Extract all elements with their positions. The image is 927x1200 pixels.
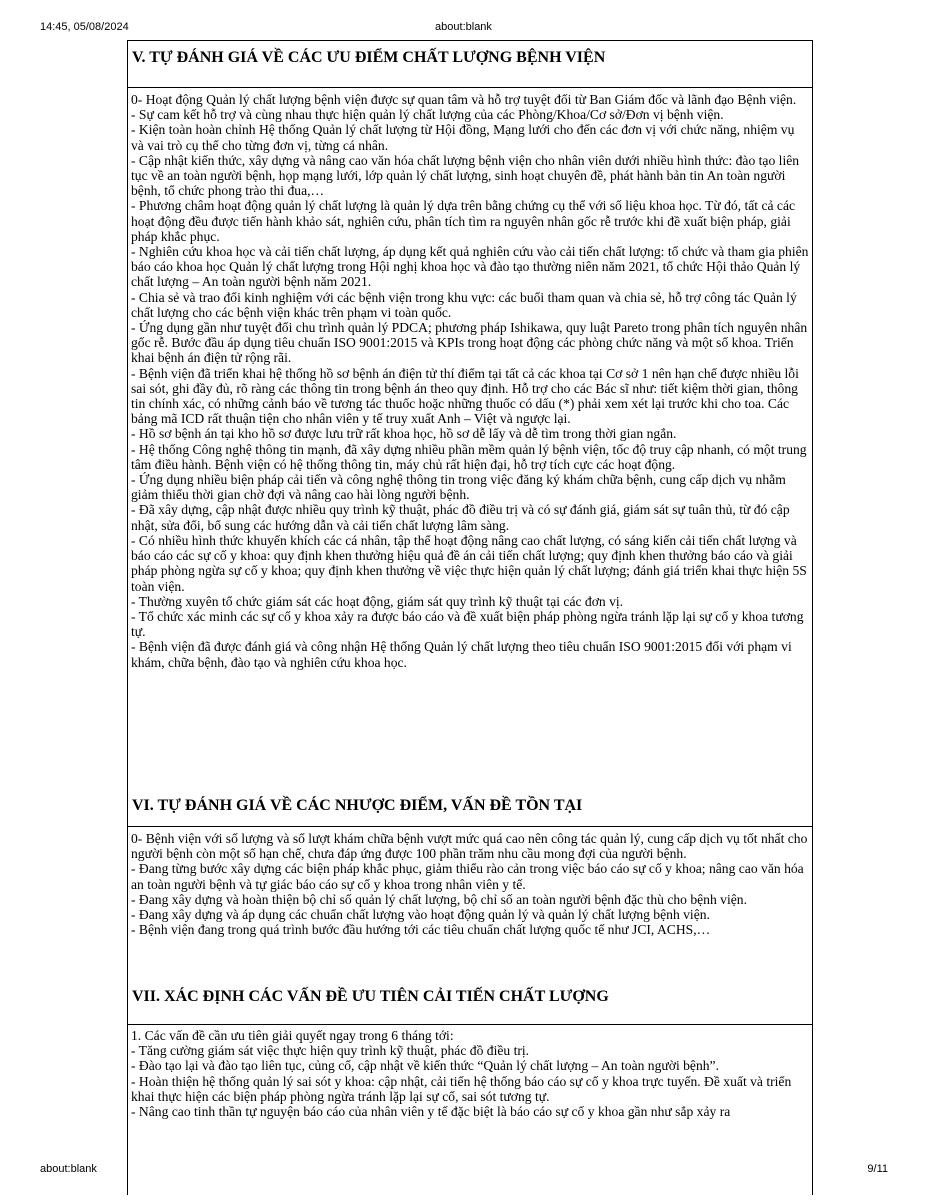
paragraph: - Bệnh viện đã triển khai hệ thống hồ sơ bệnh án điện tử thí điểm tại tất cả các khoa tại Cơ sở 1 nên hạn chế được nhiều lỗi sai sót, ghi đầy đủ, rõ ràng các thông tin trong bệnh án theo quy định. Hỗ trợ cho các Bác sĩ như: tiết kiệm thời gian, thông tin chính xác, có những cảnh báo về tương tác thuốc hoặc những thuốc có dấu (*) phải xem xét lại trước khi cho toa. Các bảng mã ICD rất thuận tiện cho nhân viên y tế truy xuất Anh – Việt và ngược lại. xyxy=(131,365,799,427)
section-content-vi xyxy=(128,827,812,980)
paragraph: - Đã xây dựng, cập nhật được nhiều quy trình kỹ thuật, phác đồ điều trị và có sự đánh giá, giám sát sự tuân thủ, từ đó cập nhật, sửa đổi, bổ sung các hướng dẫn và cải tiến chất lượng lâm sàng. xyxy=(131,502,790,533)
paragraph: - Hồ sơ bệnh án tại kho hồ sơ được lưu trữ rất khoa học, hồ sơ dễ lấy và dễ tìm trong thời gian ngắn. xyxy=(131,426,677,442)
paragraph: - Sự cam kết hỗ trợ và cùng nhau thực hiện quản lý chất lượng của các Phòng/Khoa/Cơ sở/Đơn vị bệnh viện. xyxy=(131,107,724,123)
section-heading-vii: VII. XÁC ĐỊNH CÁC VẤN ĐỀ ƯU TIÊN CẢI TIẾN CHẤT LƯỢNG xyxy=(128,980,812,1025)
paragraph: - Tăng cường giám sát việc thực hiện quy trình kỹ thuật, phác đồ điều trị. xyxy=(131,1043,530,1059)
paragraph: - Kiện toàn hoàn chỉnh Hệ thống Quản lý chất lượng từ Hội đồng, Mạng lưới cho đến các đơn vị với chức năng, nhiệm vụ và vai trò cụ thể cho từng đơn vị, từng cá nhân. xyxy=(131,122,795,153)
paragraph: - Phương châm hoạt động quản lý chất lượng là quản lý dựa trên bằng chứng cụ thể với số liệu khoa học. Từ đó, tất cả các hoạt động đều được tiến hành khảo sát, nghiên cứu, phân tích tìm ra nguyên nhân gốc rễ trước khi đề xuất biện pháp, giải pháp khắc phục. xyxy=(131,198,796,244)
print-datetime: 14:45, 05/08/2024 xyxy=(40,21,129,33)
document-table xyxy=(127,40,813,1195)
paragraph: - Chia sẻ và trao đổi kinh nghiệm với các bệnh viện trong khu vực: các buổi tham quan và chia sẻ, hỗ trợ công tác Quản lý chất lượng cho các bệnh viện khác trên phạm vi toàn quốc. xyxy=(131,289,797,320)
section-content-v xyxy=(128,88,812,789)
section-heading-v: V. TỰ ĐÁNH GIÁ VỀ CÁC ƯU ĐIỂM CHẤT LƯỢNG BỆNH VIỆN xyxy=(128,40,812,88)
paragraph: - Có nhiều hình thức khuyến khích các cá nhân, tập thể hoạt động nâng cao chất lượng, có sáng kiến cải tiến chất lượng và báo cáo các sự cố y khoa: quy định khen thưởng hiệu quả đề án cải tiến chất lượng; quy định khen thưởng báo cáo và giải pháp phòng ngừa sự cố y khoa; quy định khen thưởng về việc thực hiện quản lý chất lượng; đánh giá triển khai thực hiện 5S toàn viện. xyxy=(131,532,807,594)
paragraph: - Ứng dụng nhiều biện pháp cải tiến và công nghệ thông tin trong việc đăng ký khám chữa bệnh, cung cấp dịch vụ nhằm giảm thiểu thời gian chờ đợi và nâng cao hài lòng người bệnh. xyxy=(131,472,786,503)
paragraph: - Hoàn thiện hệ thống quản lý sai sót y khoa: cập nhật, cải tiến hệ thống báo cáo sự cố y khoa trực tuyến. Đề xuất và triển khai thực hiện các biện pháp phòng ngừa tránh lặp lại sự cố, sai sót tương tự. xyxy=(131,1073,792,1104)
paragraph: - Nâng cao tinh thần tự nguyện báo cáo của nhân viên y tế đặc biệt là báo cáo sự cố y khoa gần như sắp xảy ra xyxy=(131,1104,731,1120)
paragraph: - Hệ thống Công nghệ thông tin mạnh, đã xây dựng nhiều phần mềm quản lý bệnh viện, tốc độ truy cập nhanh, có một trung tâm điều hành. Bệnh viện có hệ thống thông tin, máy chủ rất hiện đại, hỗ trợ tích cực các hoạt động. xyxy=(131,441,807,472)
paragraph: - Ứng dụng gần như tuyệt đối chu trình quản lý PDCA; phương pháp Ishikawa, quy luật Pareto trong phân tích nguyên nhân gốc rễ. Bước đầu áp dụng tiêu chuẩn ISO 9001:2015 và KPIs trong hoạt động các phòng chức năng và một số khoa. Triển khai bệnh án điện tử rộng rãi. xyxy=(131,320,808,366)
print-header xyxy=(0,21,927,35)
paragraph: - Nghiên cứu khoa học và cải tiến chất lượng, áp dụng kết quả nghiên cứu vào cải tiến chất lượng: tổ chức và tham gia phiên báo cáo khoa học Quản lý chất lượng trong Hội nghị khoa học và đào tạo thường niên năm 2021, tổ chức Hội thảo Quản lý chất lượng – An toàn người bệnh năm 2021. xyxy=(131,244,809,290)
paragraph: - Đang xây dựng và hoàn thiện bộ chỉ số quản lý chất lượng, bộ chỉ số an toàn người bệnh đặc thù cho bệnh viện. xyxy=(131,891,747,907)
print-page-title: about:blank xyxy=(435,21,492,33)
paragraph: - Bệnh viện đang trong quá trình bước đầu hướng tới các tiêu chuẩn chất lượng quốc tế như JCI, ACHS,… xyxy=(131,922,711,938)
print-footer xyxy=(0,1163,927,1177)
paragraph: - Tổ chức xác minh các sự cố y khoa xảy ra được báo cáo và đề xuất biện pháp phòng ngừa tránh lặp lại sự cố y khoa tương tự. xyxy=(131,608,804,640)
paragraph: - Thường xuyên tổ chức giám sát các hoạt động, giám sát quy trình kỹ thuật tại các đơn vị. xyxy=(131,593,624,609)
paragraph: - Đang xây dựng và áp dụng các chuẩn chất lượng vào hoạt động quản lý và quản lý chất lượng bệnh viện. xyxy=(131,907,710,923)
section-heading-vi: VI. TỰ ĐÁNH GIÁ VỀ CÁC NHƯỢC ĐIỂM, VẤN ĐỀ TỒN TẠI xyxy=(128,789,812,827)
paragraph: 1. Các vấn đề cần ưu tiên giải quyết ngay trong 6 tháng tới: xyxy=(131,1028,454,1043)
paragraph: 0- Hoạt động Quản lý chất lượng bệnh viện được sự quan tâm và hỗ trợ tuyệt đối từ Ban Giám đốc và lãnh đạo Bệnh viện. xyxy=(131,92,797,107)
paragraph: - Đang từng bước xây dựng các biện pháp khắc phục, giảm thiểu rào cản trong việc báo cáo sự cố y khoa; nâng cao văn hóa an toàn người bệnh và tự giác báo cáo sự cố y khoa trong nhân viên y tế. xyxy=(131,861,804,892)
paragraph: 0- Bệnh viện với số lượng và số lượt khám chữa bệnh vượt mức quá cao nên công tác quản lý, cung cấp dịch vụ tốt nhất cho người bệnh còn một số hạn chế, chưa đáp ứng được 100 phần trăm nhu cầu mong đợi của người bệnh. xyxy=(131,831,808,862)
print-url: about:blank xyxy=(40,1163,97,1175)
paragraph: - Bệnh viện đã được đánh giá và công nhận Hệ thống Quản lý chất lượng theo tiêu chuẩn ISO 9001:2015 đối với phạm vi khám, chữa bệnh, đào tạo và nghiên cứu khoa học. xyxy=(131,639,792,670)
paragraph: - Đào tạo lại và đào tạo liên tục, củng cố, cập nhật về kiến thức “Quản lý chất lượng – An toàn người bệnh”. xyxy=(131,1058,719,1074)
page-number: 9/11 xyxy=(867,1163,888,1175)
paragraph: - Cập nhật kiến thức, xây dựng và nâng cao văn hóa chất lượng bệnh viện cho nhân viên dưới nhiều hình thức: đào tạo liên tục về an toàn người bệnh, họp mạng lưới, lớp quản lý chất lượng, sinh hoạt chuyên đề, phát hành bản tin An toàn người bệnh, tổ chức phong trào thi đua,… xyxy=(131,152,800,199)
